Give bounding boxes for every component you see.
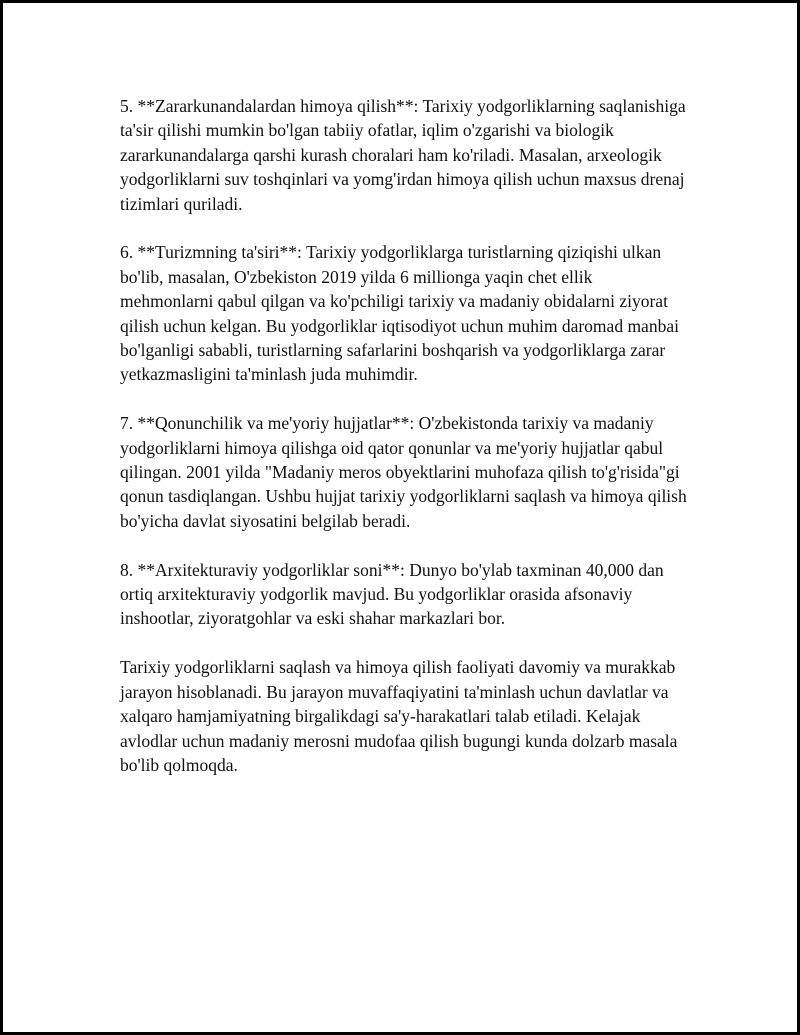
paragraph-conclusion: Tarixiy yodgorliklarni saqlash va himoya qilish faoliyati davomiy va murakkab jarayon hisoblanadi. Bu jarayon muvaffaqiyatini ta'minlash uchun davlatlar va xalqaro hamjamiyatning birgalikdagi sa'y-harakatlari talab etiladi. Kelajak avlodlar uchun madaniy merosni mudofaa qilish bugungi kunda dolzarb masala bo'lib qolmoqda.	[120, 657, 678, 775]
document-body	[120, 94, 690, 802]
paragraph-pest-protection: 5. **Zararkunandalardan himoya qilish**: Tarixiy yodgorliklarning saqlanishiga ta'sir qilishi mumkin bo'lgan tabiiy ofatlar, iqlim o'zgarishi va biologik zararkunandalarga qarshi kurash choralari ham ko'riladi. Masalan, arxeologik yodgorliklarni suv toshqinlari va yomg'irdan himoya qilish uchun maxsus drenaj tizimlari quriladi.	[120, 96, 686, 214]
paragraph-tourism-impact: 6. **Turizmning ta'siri**: Tarixiy yodgorliklarga turistlarning qiziqishi ulkan bo'lib, masalan, O'zbekiston 2019 yilda 6 millionga yaqin chet ellik mehmonlarni qabul qilgan va ko'pchiligi tarixiy va madaniy obidalarni ziyorat qilish uchun kelgan. Bu yodgorliklar iqtisodiyot uchun muhim daromad manbai bo'lganligi sababli, turistlarning safarlarini boshqarish va yodgorliklarga zarar yetkazmasligini ta'minlash juda muhimdir.	[120, 242, 679, 385]
paragraph-architectural-monuments-count: 8. **Arxitekturaviy yodgorliklar soni**: Dunyo bo'ylab taxminan 40,000 dan ortiq arxitekturaviy yodgorlik mavjud. Bu yodgorliklar orasida afsonaviy inshootlar, ziyoratgohlar va eski shahar markazlari bor.	[120, 559, 664, 629]
paragraph-legislation: 7. **Qonunchilik va me'yoriy hujjatlar**: O'zbekistonda tarixiy va madaniy yodgorliklarni himoya qilishga oid qator qonunlar va me'yoriy hujjatlar qabul qilingan. 2001 yilda "Madaniy meros obyektlarini muhofaza qilish to'g'risida"gi qonun tasdiqlangan. Ushbu hujjat tarixiy yodgorliklarni saqlash va himoya qilish bo'yicha davlat siyosatini belgilab beradi.	[120, 413, 687, 531]
